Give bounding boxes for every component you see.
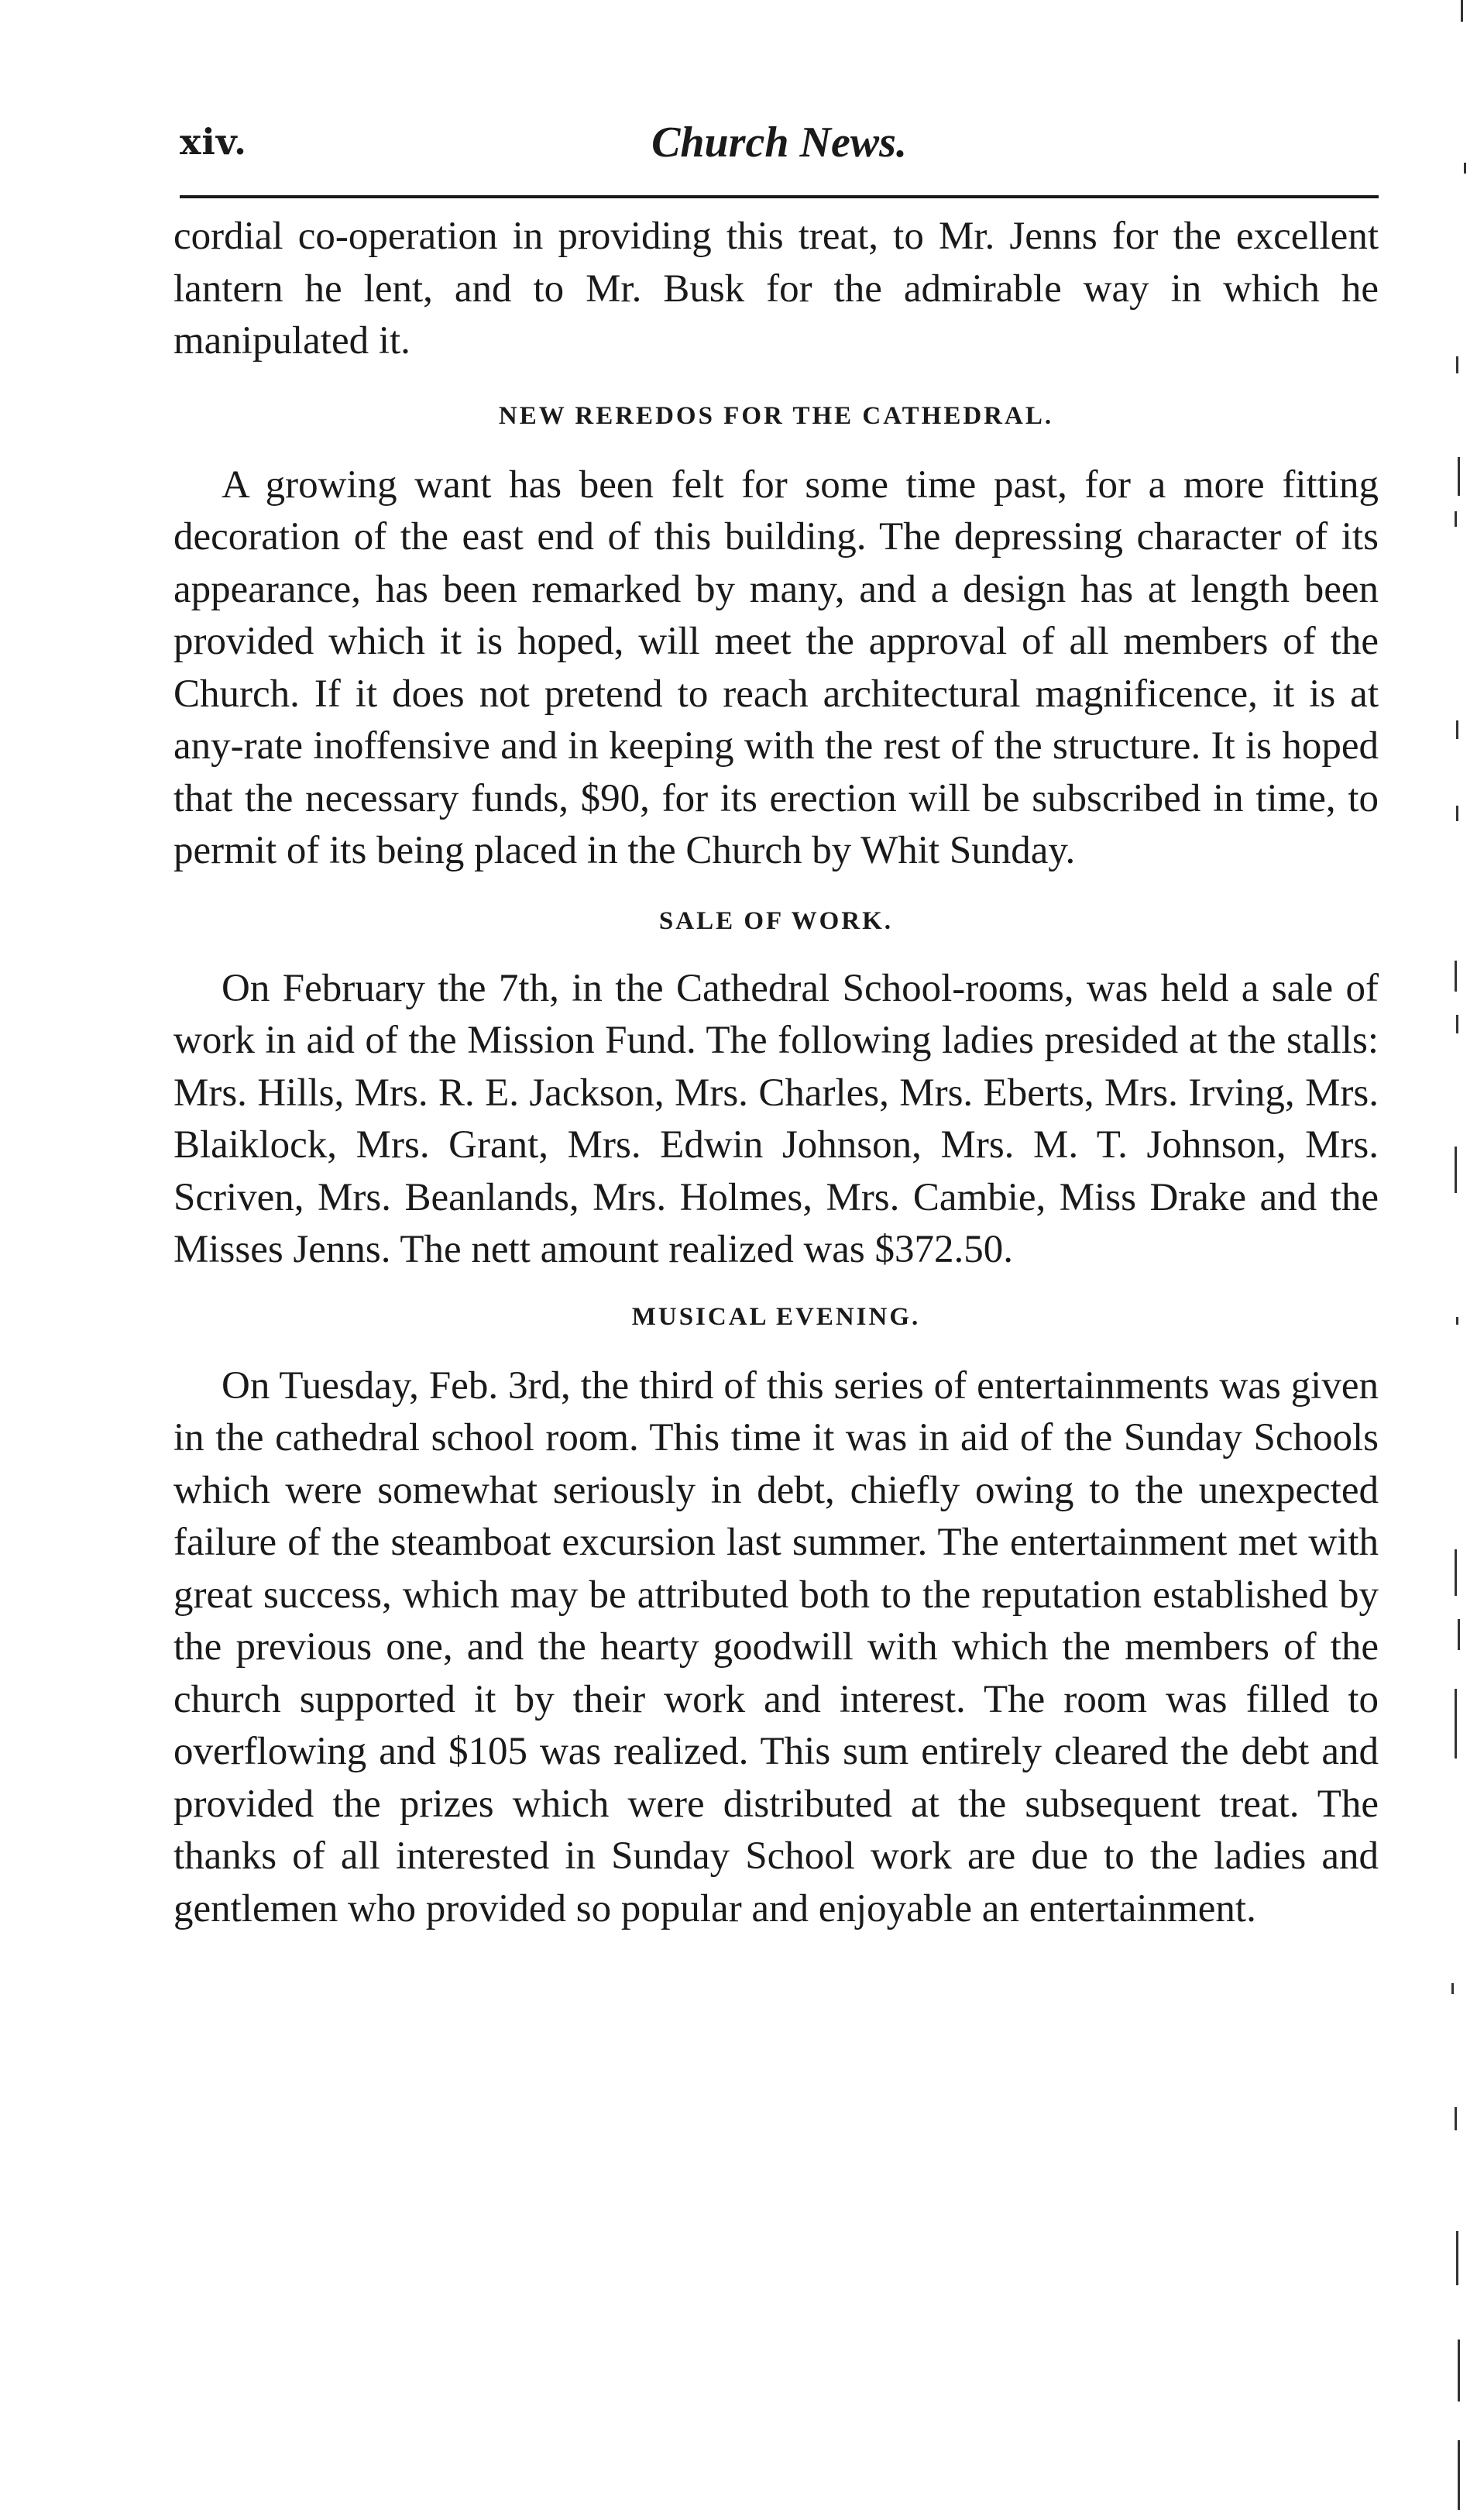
scan-speck [1456, 806, 1458, 821]
journal-title: Church News. [651, 119, 907, 167]
scan-speck [1455, 1549, 1457, 1596]
continuation-paragraph: cordial co-operation in providing this treat, to Mr. Jenns for the excellent lantern he lent, and to Mr. Busk for the admirable way in which he manipulated it. [173, 215, 1379, 363]
section-heading-musical-evening: MUSICAL EVENING. [631, 1302, 921, 1331]
scan-speck [1458, 1619, 1460, 1650]
scan-speck [1451, 1983, 1454, 1994]
section-body-reredos: A growing want has been felt for some time past, for a more fitting decoration of the east end of this building. The depressing character of its appearance, has been remarked by many, and a design has at length been provided which it is hoped, will meet the approval of all members of the Church. If it does not pretend to reach architectural magnificence, it is at any-rate inoffensive and in keeping with the rest of the structure. It is hoped that the necessary funds, $90, for its erection will be subscribed in time, to permit of its being placed in the Church by Whit Sunday. [173, 462, 1379, 872]
scan-speck [1458, 457, 1460, 496]
scan-speck [1455, 511, 1457, 527]
text-column [173, 211, 1379, 1935]
scan-speck [1458, 2440, 1460, 2510]
scan-speck [1456, 1015, 1458, 1033]
section-heading-sale-of-work: SALE OF WORK. [658, 906, 894, 935]
page-number: xiv. [180, 121, 248, 163]
scan-speck [1458, 2340, 1460, 2401]
scan-speck [1455, 1689, 1457, 1758]
scan-speck [1456, 1317, 1458, 1325]
scan-speck [1455, 961, 1457, 992]
scan-speck [1456, 2231, 1458, 2285]
section-heading-reredos: NEW REREDOS FOR THE CATHEDRAL. [498, 401, 1054, 430]
scan-speck [1456, 356, 1458, 373]
section-body-musical-evening: On Tuesday, Feb. 3rd, the third of this series of entertainments was given in the cathedral school room. This time it was in aid of the Sunday Schools which were somewhat seriously in debt, chiefly owing to the unexpected failure of the steamboat excursion last summer. The entertainment met with great success, which may be attributed both to the reputation established by the previous one, and the hearty goodwill with which the members of the church supported it by their work and interest. The room was filled to overflowing and $105 was realized. This sum entirely cleared the debt and provided the prizes which were distributed at the subsequent treat. The thanks of all interested in Sunday School work are due to the ladies and gentlemen who provided so popular and enjoyable an entertainment. [173, 1363, 1379, 1930]
scan-speck [1456, 720, 1458, 739]
scan-speck [1464, 163, 1466, 174]
scan-edge-marks [1447, 0, 1477, 2520]
running-head [180, 108, 1379, 178]
scan-speck [1455, 2107, 1457, 2130]
scan-speck [1461, 0, 1463, 22]
scan-speck [1455, 1147, 1457, 1193]
section-body-sale-of-work: On February the 7th, in the Cathedral School-rooms, was held a sale of work in aid of the Mission Fund. The following ladies presided at the stalls: Mrs. Hills, Mrs. R. E. Jackson, Mrs. Charles, Mrs. Eberts, Mrs. Irving, Mrs. Blaiklock, Mrs. Grant, Mrs. Edwin Johnson, Mrs. M. T. Johnson, Mrs. Scriven, Mrs. Beanlands, Mrs. Holmes, Mrs. Cambie, Miss Drake and the Misses Jenns. The nett amount realized was $372.50. [173, 966, 1379, 1271]
header-rule [180, 195, 1379, 198]
